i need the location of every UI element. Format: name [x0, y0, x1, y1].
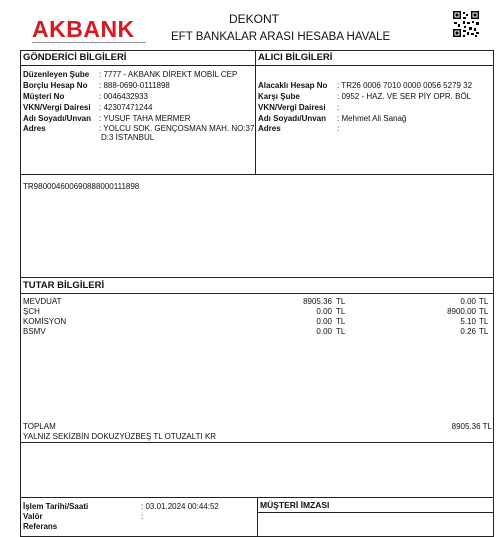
receipt-document: [4, 2, 494, 530]
document-subtitle: EFT BANKALAR ARASI HESABA HAVALE: [171, 31, 391, 43]
sender-value: : 0046432933: [99, 92, 148, 101]
amount-value-1: 0.00: [316, 327, 332, 336]
amount-value-1: 0.00: [316, 307, 332, 316]
footer-value: :: [141, 512, 144, 521]
logo-underline: [32, 42, 146, 43]
sender-value: : YUSUF TAHA MERMER: [99, 114, 191, 123]
amount-value-1: 8905.36: [303, 297, 332, 306]
sender-value: : 42307471244: [99, 103, 153, 112]
sender-heading-underline: [20, 65, 256, 66]
blank-box: [20, 442, 494, 498]
sender-label: Müşteri No: [23, 92, 65, 101]
footer-label: İşlem Tarihi/Saati: [23, 502, 89, 511]
document-title: DEKONT: [229, 12, 280, 26]
amount-value-2: 5.10: [460, 317, 476, 326]
receiver-value: : Mehmet Ali Sanağ: [337, 114, 407, 123]
amount-currency-1: TL: [336, 307, 346, 316]
footer-label: Referans: [23, 522, 58, 531]
sender-address-line2: D:3 İSTANBUL: [101, 133, 155, 142]
receiver-label: Adres: [258, 124, 281, 133]
footer-value: : 03.01.2024 00:44:52: [141, 502, 219, 511]
amounts-heading: TUTAR BİLGİLERİ: [23, 280, 105, 291]
amount-row-name: MEVDUAT: [23, 297, 62, 306]
amount-row-name: ŞCH: [23, 307, 40, 316]
footer-label: Valör: [23, 512, 43, 521]
sender-label: Düzenleyen Şube: [23, 70, 90, 79]
receiver-value: : TR26 0006 7010 0000 0056 5279 32: [337, 81, 473, 90]
total-value: 8905.36 TL: [451, 422, 492, 431]
akbank-logo: AKBANK: [32, 16, 135, 42]
qr-code-icon: [452, 10, 480, 38]
receiver-heading-underline: [255, 65, 494, 66]
receiver-info-box: [255, 50, 494, 175]
receiver-label: Adı Soyadı/Unvan: [258, 114, 327, 123]
amount-currency-2: TL: [479, 317, 489, 326]
sender-value: : 888-0690-0111898: [99, 81, 170, 90]
amounts-box: [20, 277, 494, 443]
receiver-value: :: [337, 103, 340, 112]
amount-value-2: 8900.00: [447, 307, 476, 316]
sender-value: : YOLCU SOK. GENÇOSMAN MAH. NO:37: [99, 124, 255, 133]
sender-info-box: [20, 50, 256, 175]
receiver-label: VKN/Vergi Dairesi: [258, 103, 326, 112]
amount-currency-1: TL: [336, 297, 346, 306]
sender-value: : 7777 - AKBANK DİREKT MOBİL CEP: [99, 70, 238, 79]
receiver-heading: ALICI BİLGİLERİ: [258, 52, 333, 63]
amount-currency-2: TL: [479, 297, 489, 306]
signature-heading: MÜŞTERİ İMZASI: [260, 500, 330, 510]
sender-label: Adres: [23, 124, 46, 133]
sender-label: Adı Soyadı/Unvan: [23, 114, 92, 123]
receiver-value: :: [337, 124, 340, 133]
amount-value-2: 0.26: [460, 327, 476, 336]
amount-currency-2: TL: [479, 307, 489, 316]
sender-label: Borçlu Hesap No: [23, 81, 88, 90]
amount-currency-1: TL: [336, 327, 346, 336]
sender-label: VKN/Vergi Dairesi: [23, 103, 91, 112]
signature-heading-underline: [257, 512, 494, 513]
total-label: TOPLAM: [23, 422, 56, 431]
amount-currency-1: TL: [336, 317, 346, 326]
amounts-heading-underline: [20, 293, 494, 294]
amount-currency-2: TL: [479, 327, 489, 336]
total-in-words: YALNIZ SEKİZBİN DOKUZYÜZBEŞ TL OTUZALTI KR: [23, 432, 217, 441]
amount-value-2: 0.00: [460, 297, 476, 306]
receiver-label: Alacaklı Hesap No: [258, 81, 328, 90]
amount-row-name: KOMİSYON: [23, 317, 67, 326]
reference-number: TR980004600690888000111898: [23, 182, 140, 191]
receiver-value: : 0952 - HAZ. VE SER PİY OPR. BÖL: [337, 92, 472, 101]
amount-value-1: 0.00: [316, 317, 332, 326]
amount-row-name: BSMV: [23, 327, 46, 336]
sender-heading: GÖNDERİCİ BİLGİLERİ: [23, 52, 127, 63]
receiver-label: Karşı Şube: [258, 92, 300, 101]
